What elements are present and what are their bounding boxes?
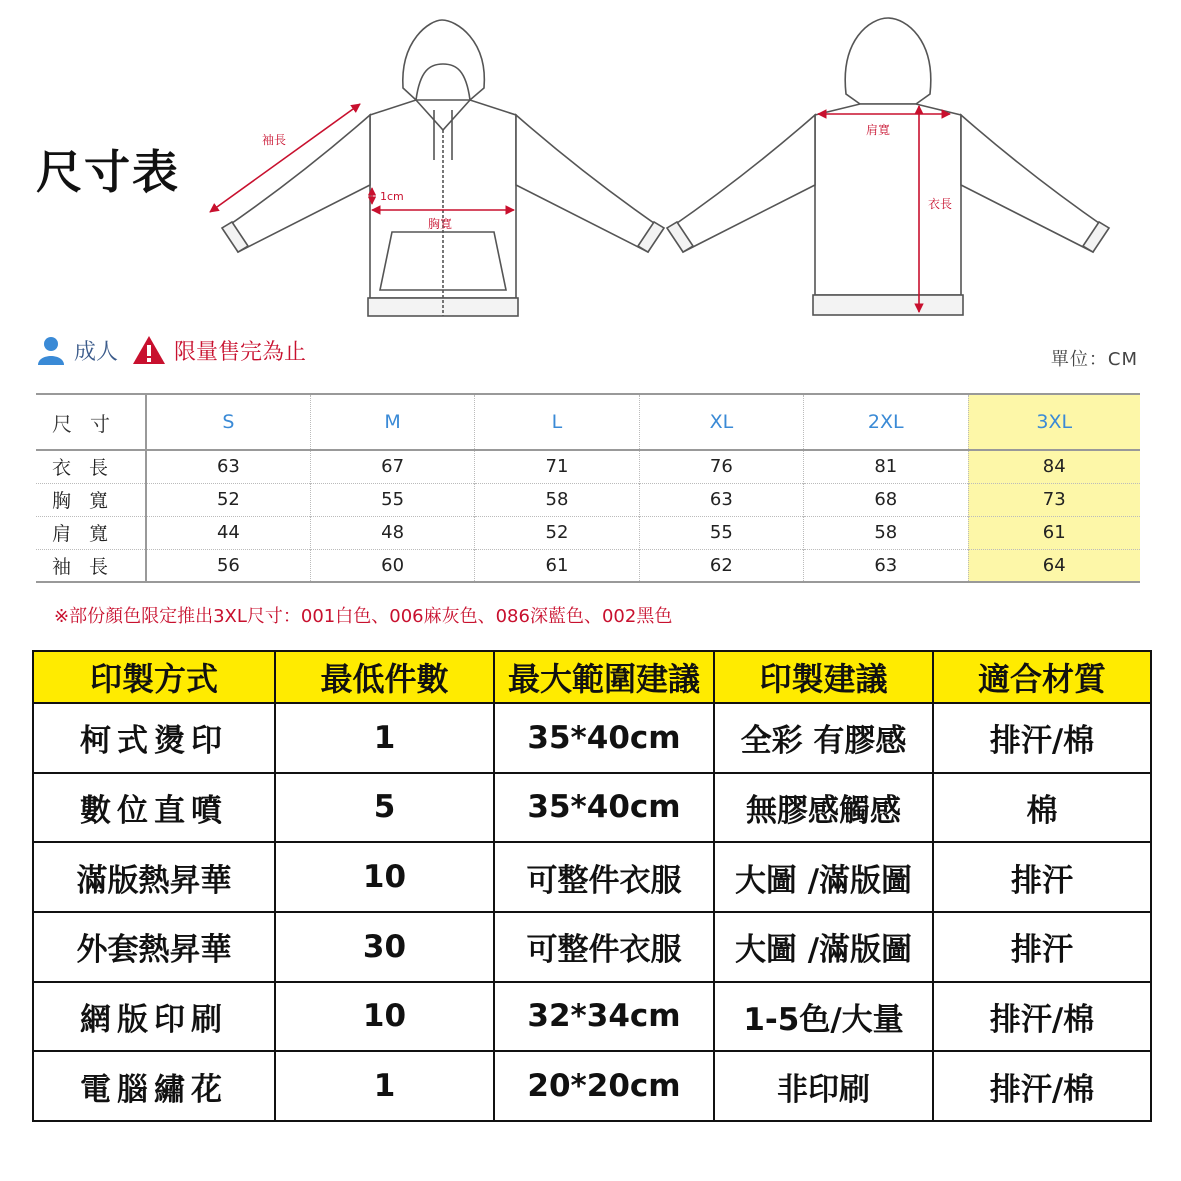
table-cell: 71 xyxy=(475,450,639,483)
size-col-header: S xyxy=(146,394,310,450)
size-col-header: M xyxy=(310,394,474,450)
min-quantity: 5 xyxy=(275,773,494,843)
table-cell: 52 xyxy=(475,516,639,549)
size-col-header: 3XL xyxy=(968,394,1140,450)
table-cell: 58 xyxy=(804,516,968,549)
print-advice: 非印刷 xyxy=(714,1051,933,1121)
size-note: ※部份顏色限定推出3XL尺寸：001白色、006麻灰色、086深藍色、002黑色 xyxy=(54,606,673,627)
print-method: 網版印刷 xyxy=(33,982,275,1052)
limited-label: 限量售完為止 xyxy=(174,339,307,365)
min-quantity: 1 xyxy=(275,1051,494,1121)
size-table xyxy=(36,393,1140,583)
table-row xyxy=(33,1051,1151,1121)
table-cell: 76 xyxy=(639,450,803,483)
print-method: 外套熱昇華 xyxy=(33,912,275,982)
print-col-header: 印製方式 xyxy=(33,651,275,703)
print-advice: 全彩 有膠感 xyxy=(714,703,933,773)
table-cell: 60 xyxy=(310,549,474,582)
hoodie-diagram xyxy=(0,0,1181,330)
print-header-row xyxy=(33,651,1151,703)
table-row xyxy=(33,773,1151,843)
row-label: 肩寬 xyxy=(36,516,146,549)
min-quantity: 10 xyxy=(275,842,494,912)
print-col-header: 最低件數 xyxy=(275,651,494,703)
table-cell: 44 xyxy=(146,516,310,549)
table-row xyxy=(33,842,1151,912)
max-area: 20*20cm xyxy=(494,1051,714,1121)
min-quantity: 10 xyxy=(275,982,494,1052)
table-cell: 61 xyxy=(968,516,1140,549)
table-cell: 73 xyxy=(968,483,1140,516)
max-area: 可整件衣服 xyxy=(494,842,714,912)
table-cell: 84 xyxy=(968,450,1140,483)
table-cell: 55 xyxy=(310,483,474,516)
size-col-header: 2XL xyxy=(804,394,968,450)
chest-label: 胸寬 xyxy=(428,217,453,231)
table-cell: 63 xyxy=(804,549,968,582)
table-cell: 61 xyxy=(475,549,639,582)
person-icon xyxy=(36,335,66,365)
table-cell: 81 xyxy=(804,450,968,483)
shoulder-label: 肩寬 xyxy=(866,123,891,137)
adult-label: 成人 xyxy=(74,339,119,365)
table-row xyxy=(33,912,1151,982)
table-row xyxy=(36,516,1140,549)
material: 排汗 xyxy=(933,842,1151,912)
table-cell: 55 xyxy=(639,516,803,549)
hoodie-back xyxy=(667,18,1109,315)
table-cell: 48 xyxy=(310,516,474,549)
table-cell: 58 xyxy=(475,483,639,516)
warning-icon xyxy=(132,335,166,365)
table-row xyxy=(36,450,1140,483)
legend xyxy=(36,330,306,370)
table-cell: 67 xyxy=(310,450,474,483)
print-col-header: 最大範圍建議 xyxy=(494,651,714,703)
table-row xyxy=(33,703,1151,773)
table-cell: 56 xyxy=(146,549,310,582)
print-advice: 1-5色/大量 xyxy=(714,982,933,1052)
table-row xyxy=(33,982,1151,1052)
max-area: 32*34cm xyxy=(494,982,714,1052)
print-advice: 無膠感觸感 xyxy=(714,773,933,843)
page-title: 尺寸表 xyxy=(36,145,180,199)
material: 排汗 xyxy=(933,912,1151,982)
min-quantity: 1 xyxy=(275,703,494,773)
max-area: 35*40cm xyxy=(494,773,714,843)
hoodie-front xyxy=(222,20,664,316)
row-label: 袖長 xyxy=(36,549,146,582)
print-advice: 大圖 /滿版圖 xyxy=(714,912,933,982)
table-row xyxy=(36,549,1140,582)
material: 排汗/棉 xyxy=(933,703,1151,773)
table-cell: 52 xyxy=(146,483,310,516)
print-col-header: 適合材質 xyxy=(933,651,1151,703)
row-label: 胸寬 xyxy=(36,483,146,516)
print-method: 滿版熱昇華 xyxy=(33,842,275,912)
print-method-table xyxy=(32,650,1152,1122)
table-row xyxy=(36,483,1140,516)
max-area: 可整件衣服 xyxy=(494,912,714,982)
size-col-header: XL xyxy=(639,394,803,450)
print-method: 電腦繡花 xyxy=(33,1051,275,1121)
table-cell: 68 xyxy=(804,483,968,516)
sleeve-label: 袖長 xyxy=(262,133,287,147)
table-cell: 64 xyxy=(968,549,1140,582)
print-col-header: 印製建議 xyxy=(714,651,933,703)
material: 排汗/棉 xyxy=(933,982,1151,1052)
unit-label: 單位：CM xyxy=(1050,349,1138,370)
offset-label: 1cm xyxy=(380,190,404,203)
max-area: 35*40cm xyxy=(494,703,714,773)
material: 排汗/棉 xyxy=(933,1051,1151,1121)
length-label: 衣長 xyxy=(928,197,953,211)
print-method: 數位直噴 xyxy=(33,773,275,843)
table-cell: 63 xyxy=(146,450,310,483)
table-cell: 63 xyxy=(639,483,803,516)
min-quantity: 30 xyxy=(275,912,494,982)
size-header-label: 尺寸 xyxy=(36,394,146,450)
material: 棉 xyxy=(933,773,1151,843)
table-cell: 62 xyxy=(639,549,803,582)
size-col-header: L xyxy=(475,394,639,450)
row-label: 衣長 xyxy=(36,450,146,483)
size-header-row xyxy=(36,394,1140,450)
print-method: 柯式燙印 xyxy=(33,703,275,773)
print-advice: 大圖 /滿版圖 xyxy=(714,842,933,912)
